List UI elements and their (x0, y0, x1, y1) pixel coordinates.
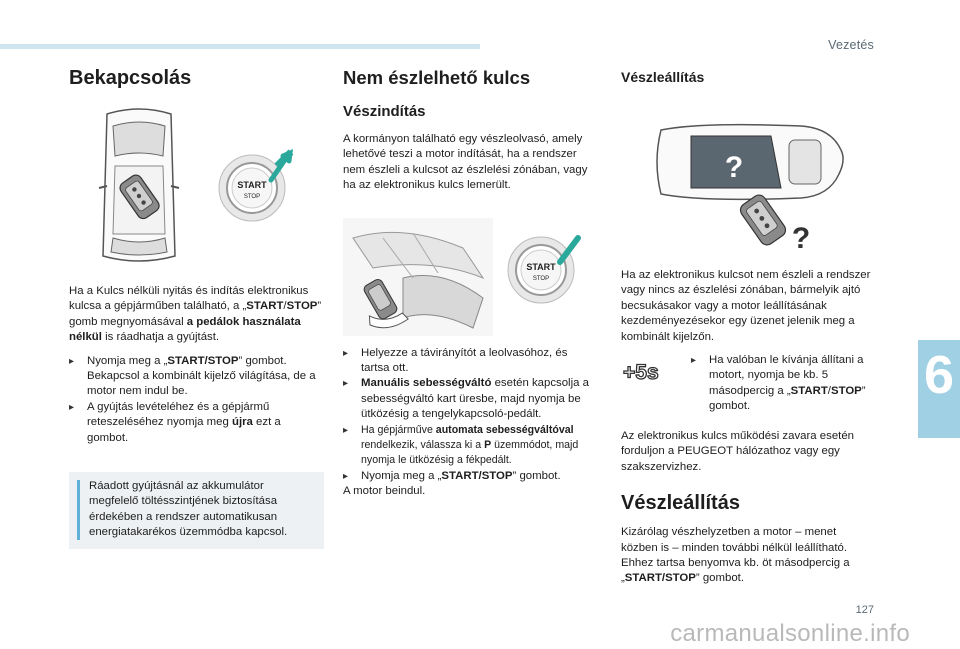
paragraph-engine-starts: A motor beindul. (343, 485, 426, 498)
watermark: carmanualsonline.info (670, 620, 910, 647)
five-seconds-badge: +5s (623, 361, 659, 385)
subsection-title-veszinditas: Vészindítás (343, 103, 426, 120)
paragraph-emergency-stop: Kizárólag vészhelyzetben a motor – menet közben is – minden további nélkül leállítható. Ehhez tartsa benyomva kb. öt másodpercig a „START/STOP” gombot. (621, 526, 850, 585)
section-title-bekapcsolas: Bekapcsolás (69, 67, 192, 89)
start-stop-button-icon (508, 237, 578, 303)
car-side-question-illustration (621, 100, 876, 252)
info-note: Ráadott gyújtásnál az akkumulátor megfelelő töltésszintjének biztosítása érdekében a rendszer automatikusan energiatakarékos üzemmódba kapcsol. (69, 472, 324, 549)
paragraph-intro: Ha a Kulcs nélküli nyitás és indítás elektronikus kulcsa a gépjárműben található, a „START/STOP” gomb megnyomásával a pedálok használata nélkül is ráadhatja a gyújtást. (69, 285, 322, 344)
stop-label: STOP (532, 275, 550, 282)
page-number: 127 (855, 604, 874, 616)
illustration-car-key (69, 106, 324, 268)
five-seconds-row (621, 353, 876, 413)
arrow-bullet-icon: ▸ (69, 401, 75, 413)
bullet-press-start-stop: ▸ Nyomja meg a „START/STOP” gombot. (343, 469, 598, 484)
section-title-veszleallitas: Vészleállítás (621, 69, 705, 85)
column-bekapcsolas (69, 60, 324, 549)
start-label: START (526, 261, 556, 272)
key-fob-icon (738, 192, 788, 247)
question-mark-car: ? (724, 151, 744, 184)
illustration-steering-reader (343, 218, 598, 336)
bullet-hold-remote: ▸ Helyezze a távirányítót a leolvasóhoz, és tartsa ott. (343, 346, 568, 375)
steering-column-illustration (343, 218, 598, 336)
bullet-manual-gearbox: ▸ Manuális sebességváltó esetén kapcsolja a sebességváltó kart üresbe, majd nyomja be ütközésig a tengelykapcsoló-pedált. (343, 377, 589, 421)
chapter-number: 6 (923, 345, 954, 405)
stop-label: STOP (243, 194, 261, 200)
illustration-car-question (621, 100, 876, 252)
section-title-nem-eszlelheto: Nem észlelhető kulcs (343, 67, 531, 88)
column-nem-eszlelheto (343, 60, 598, 500)
arrow-bullet-icon: ▸ (343, 347, 349, 359)
arrow-bullet-icon: ▸ (69, 355, 75, 367)
car-top-view-illustration (69, 106, 324, 268)
arrow-bullet-icon: ▸ (343, 470, 349, 482)
chapter-name: Vezetés (828, 38, 874, 52)
column-veszleallitas (621, 60, 876, 587)
bullet-press-start: ▸ Nyomja meg a „START/STOP” gombot. Bekapcsol a kombinált kijelző világítása, de a motor nem indul be. (69, 354, 316, 398)
section-title-veszleallitas-2: Vészleállítás (621, 492, 740, 515)
arrow-bullet-icon: ▸ (343, 424, 349, 436)
plus-five-seconds-icon (621, 357, 663, 385)
arrow-bullet-icon: ▸ (691, 355, 697, 367)
start-label: START (237, 180, 267, 190)
bullet-automatic-gearbox: ▸ Ha gépjárműve automata sebességváltóval rendelkezik, válassza ki a P üzemmódot, majd nyomja le ütközésig a fékpedált. (343, 423, 579, 467)
paragraph-not-detected: Ha az elektronikus kulcsot nem észleli a rendszer vagy nincs az észlelési zónában, bármelyik ajtó becsukásakor vagy a motor leállításának kezdeményezésekor egy üzenet jelenik meg a kombinált kijelzőn. (621, 269, 871, 343)
paragraph-malfunction: Az elektronikus kulcs működési zavara esetén forduljon a PEUGEOT hálózathoz vagy egy szakszervizhez. (621, 430, 854, 473)
bullet-press-again: ▸ A gyújtás levételéhez és a gépjármű reteszeléséhez nyomja meg újra ezt a gombot. (69, 400, 281, 444)
question-mark-key: ? (791, 222, 811, 252)
start-stop-button-icon (219, 152, 291, 221)
paragraph-veszinditas: A kormányon található egy vészleolvasó, amely lehetővé teszi a motor indítását, ha a rendszer nem észleli a kulcsot az észlelési zónában, vagy ha az elektronikus kulcs lemerült. (343, 133, 588, 192)
arrow-bullet-icon: ▸ (343, 378, 349, 390)
bullet-hold-five-seconds: ▸ Ha valóban le kívánja állítani a motort, nyomja be kb. 5 másodpercig a „START/STOP” gombot. (691, 354, 866, 413)
info-bar-icon (77, 480, 80, 540)
header-bar (0, 44, 480, 49)
